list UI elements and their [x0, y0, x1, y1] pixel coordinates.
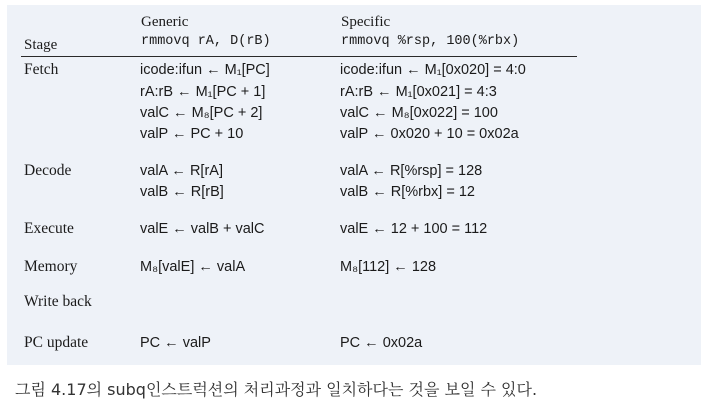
stage-fetch: Fetch [24, 61, 59, 78]
header-rule [21, 56, 577, 57]
fetch-specific-3: valC ← M₈[0x022] = 100 [340, 105, 498, 121]
header-specific-instruction: rmmovq %rsp, 100(%rbx) [341, 34, 520, 49]
execute-generic-1: valE ← valB + valC [140, 221, 265, 237]
fetch-specific-2: rA:rB ← M₁[0x021] = 4:3 [340, 84, 497, 100]
header-generic: Generic [141, 14, 189, 30]
header-stage: Stage [24, 37, 58, 53]
caption-text: 그림 4.17의 subq인스트럭션의 처리과정과 일치하다는 것을 보일 수 있다. [15, 380, 538, 399]
memory-generic-1: M₈[valE] ← valA [140, 259, 246, 275]
execute-specific-1: valE ← 12 + 100 = 112 [340, 221, 488, 237]
stage-execute: Execute [24, 220, 74, 237]
fetch-specific-4: valP ← 0x020 + 10 = 0x02a [340, 126, 519, 142]
stage-decode: Decode [24, 162, 72, 179]
instruction-table [7, 5, 701, 365]
fetch-generic-3: valC ← M₈[PC + 2] [140, 105, 263, 121]
decode-specific-1: valA ← R[%rsp] = 128 [340, 163, 483, 179]
fetch-generic-2: rA:rB ← M₁[PC + 1] [140, 84, 266, 100]
fetch-generic-4: valP ← PC + 10 [140, 126, 244, 142]
header-specific: Specific [341, 14, 391, 30]
header-generic-instruction: rmmovq rA, D(rB) [141, 34, 271, 49]
fetch-specific-1: icode:ifun ← M₁[0x020] = 4:0 [340, 62, 526, 78]
decode-generic-1: valA ← R[rA] [140, 163, 223, 179]
decode-specific-2: valB ← R[%rbx] = 12 [340, 184, 475, 200]
memory-specific-1: M₈[112] ← 128 [340, 259, 437, 275]
pc-update-specific-1: PC ← 0x02a [340, 335, 423, 351]
pc-update-generic-1: PC ← valP [140, 335, 211, 351]
stage-pc-update: PC update [24, 334, 89, 351]
fetch-generic-1: icode:ifun ← M₁[PC] [140, 62, 270, 78]
stage-memory: Memory [24, 258, 78, 275]
stage-write-back: Write back [24, 293, 92, 310]
decode-generic-2: valB ← R[rB] [140, 184, 224, 200]
